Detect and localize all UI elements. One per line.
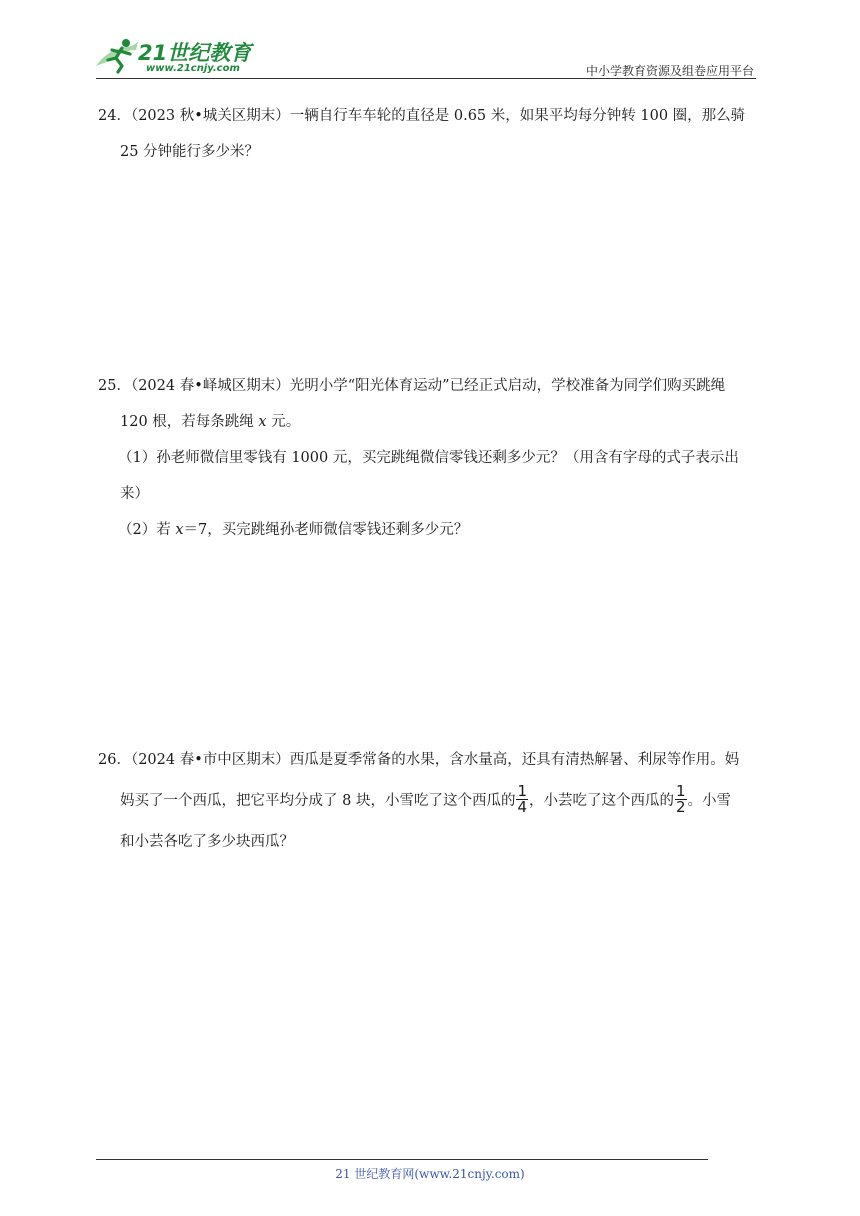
text-span: ＝7，买完跳绳孙老师微信零钱还剩多少元？ xyxy=(183,522,469,538)
fraction-denominator: 2 xyxy=(676,797,686,816)
footer-divider xyxy=(96,1159,708,1160)
sub-question-1: （1）孙老师微信里零钱有 1000 元，买完跳绳微信零钱还剩多少元？（用含有字母的式子表示出 xyxy=(118,450,739,466)
text-span: 妈买了一个西瓜，把它平均分成了 8 块，小雪吃了这个西瓜的 xyxy=(120,793,516,809)
text-span: 元。 xyxy=(266,414,301,430)
text-span: ，小芸吃了这个西瓜的 xyxy=(529,793,674,809)
question-text: 和小芸各吃了多少块西瓜？ xyxy=(120,834,294,850)
text-span: （2）若 xyxy=(118,522,176,538)
question-25 xyxy=(98,368,764,548)
logo-text: 21世纪教育 xyxy=(138,41,252,65)
variable-x: x xyxy=(258,414,267,430)
sub-question-1-cont: 来） xyxy=(120,486,149,502)
footer-link[interactable]: 21 世纪教育网(www.21cnjy.com) xyxy=(335,1167,525,1181)
variable-x: x xyxy=(175,522,184,538)
header-platform-label: 中小学教育资源及组卷应用平台 xyxy=(585,64,754,78)
question-text xyxy=(98,404,764,440)
fraction-one-half xyxy=(675,781,687,816)
question-text: 26．（2024 春•市中区期末）西瓜是夏季常备的水果，含水量高，还具有清热解暑、利尿等作用。妈 xyxy=(98,752,740,768)
fraction-numerator: 1 xyxy=(676,781,686,800)
text-span: 120 根，若每条跳绳 xyxy=(120,414,259,430)
fraction-one-quarter xyxy=(516,781,528,816)
fraction-denominator: 4 xyxy=(517,797,527,816)
question-text: 25．（2024 春•峄城区期末）光明小学“阳光体育运动”已经正式启动，学校准备为同学们购买跳绳 xyxy=(98,378,726,394)
question-text xyxy=(98,778,764,824)
question-26 xyxy=(98,742,764,860)
text-span: 。小雪 xyxy=(687,793,732,809)
question-text: 24．（2023 秋•城关区期末）一辆自行车车轮的直径是 0.65 米，如果平均每分钟转 100 圈，那么骑 xyxy=(98,108,746,124)
question-24 xyxy=(98,98,764,170)
question-text: 25 分钟能行多少米？ xyxy=(120,144,260,160)
logo-url: www.21cnjy.com xyxy=(146,63,240,74)
runner-icon xyxy=(92,36,142,76)
header-divider xyxy=(96,78,756,79)
sub-question-2 xyxy=(98,512,764,548)
fraction-numerator: 1 xyxy=(517,781,527,800)
site-logo[interactable] xyxy=(92,36,262,76)
